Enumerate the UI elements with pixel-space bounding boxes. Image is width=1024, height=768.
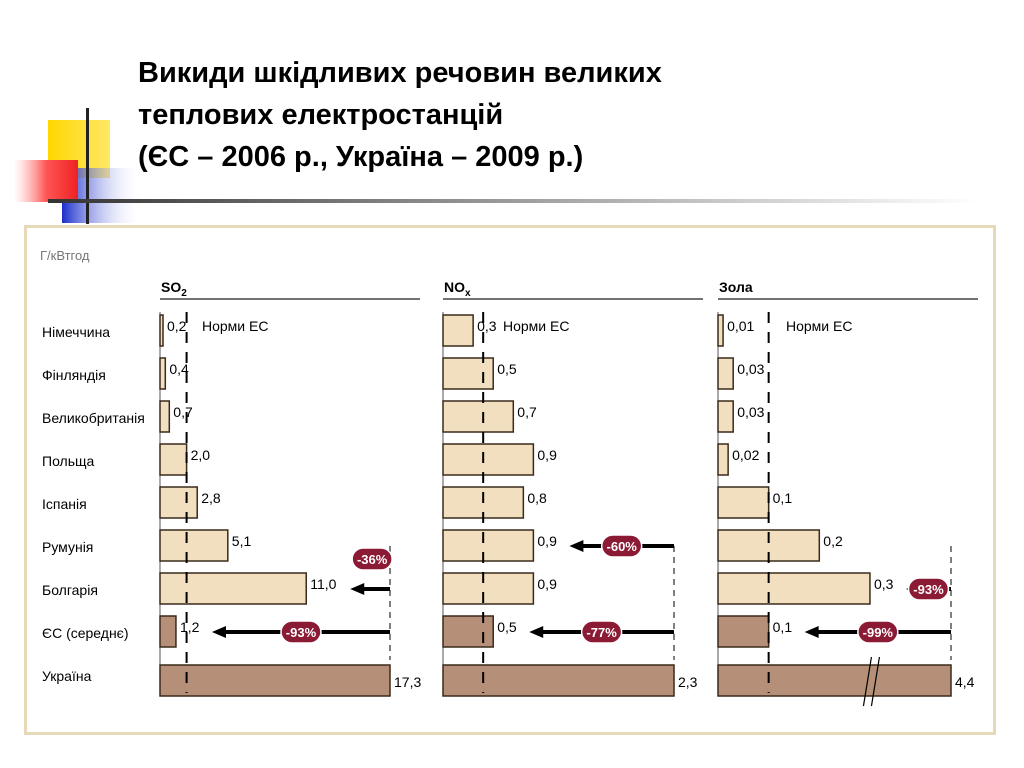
series-3-value-label: 0,03 (737, 404, 765, 420)
series-1-bar (160, 315, 163, 346)
series-2-reduction-arrowhead (529, 626, 543, 638)
series-1-bar (160, 444, 187, 475)
series-2-reduction-arrowhead (569, 540, 583, 552)
series-3-reduction-label: -99% (862, 625, 894, 640)
series-3-value-label: 0,1 (772, 490, 793, 506)
series-1-reduction-arrowhead (212, 626, 226, 638)
series-3-bar (718, 665, 951, 696)
slide-title-line-3: (ЄС – 2006 р., Україна – 2009 р.) (138, 141, 584, 173)
category-label: Великобританія (42, 410, 145, 426)
series-3-bar (718, 444, 728, 475)
series-1-value-label: 2,0 (190, 447, 211, 463)
series-2-bar (443, 616, 493, 647)
unit-label: Г/кВтгод (40, 248, 90, 263)
series-1-bar (160, 665, 390, 696)
series-3-header: Зола (719, 279, 753, 295)
series-1-eu-norm-label: Норми ЕС (202, 318, 269, 334)
series-2-bar (443, 315, 473, 346)
category-label: Румунія (42, 539, 94, 555)
category-label: Польща (42, 453, 95, 469)
series-1-value-label: 2,8 (201, 490, 221, 506)
series-1-value-label: 11,0 (310, 576, 337, 592)
series-3-value-label: 0,3 (873, 576, 894, 592)
series-2-bar (443, 665, 674, 696)
series-3-value-label: 0,03 (737, 361, 765, 377)
slide-title-line-1: Викиди шкідливих речовин великих (138, 57, 662, 89)
series-1-header: $SO_2$ (161, 279, 187, 299)
series-2-reduction-label: -77% (586, 625, 617, 640)
series-1-reduction-arrowhead (350, 583, 364, 595)
series-3-reduction-arrowhead (805, 626, 819, 638)
series-1-bar (160, 616, 176, 647)
series-1-bar (160, 573, 306, 604)
series-1-reduction-label: -36% (356, 552, 388, 567)
series-3-value-label: 0,01 (727, 318, 755, 334)
series-1-value-label: 1,2 (179, 619, 200, 635)
series-2-value-label: 0,5 (497, 619, 517, 635)
series-2-bar (443, 358, 493, 389)
series-1-bar (160, 401, 169, 432)
category-label: Іспанія (42, 496, 87, 512)
slide-title-line-2: теплових електростанцій (138, 99, 504, 131)
series-2-value-label: 0,9 (537, 447, 557, 463)
series-2-value-label: 0,9 (537, 576, 557, 592)
series-3-bar (718, 616, 769, 647)
series-2-value-label: 0,9 (537, 533, 557, 549)
series-2-bar (443, 530, 533, 561)
series-1-value-label: 0,2 (167, 318, 187, 334)
series-2-reduction-label: -60% (606, 539, 637, 554)
series-3-bar (718, 315, 723, 346)
series-2-bar (443, 401, 513, 432)
series-1-reduction-label: -93% (285, 625, 317, 640)
series-3-bar (718, 401, 733, 432)
series-2-value-label: 0,8 (527, 490, 547, 506)
category-label: Болгарія (42, 582, 98, 598)
series-2-eu-norm-label: Норми ЕС (503, 318, 570, 334)
series-2-bar (443, 444, 533, 475)
series-2-value-label: 2,3 (678, 674, 698, 690)
series-2-bar (443, 573, 533, 604)
series-2-value-label: 0,7 (517, 404, 537, 420)
series-3-eu-norm-label: Норми ЕС (786, 318, 853, 334)
series-3-bar (718, 358, 733, 389)
category-label: ЄС (середнє) (42, 625, 129, 641)
series-2-value-label: 0,5 (497, 361, 517, 377)
series-3-value-label: 0,2 (823, 533, 843, 549)
series-1-value-label: 0,7 (173, 404, 193, 420)
series-3-value-label: 0,1 (772, 619, 793, 635)
series-1-bar (160, 487, 197, 518)
series-3-bar (718, 487, 769, 518)
series-3-value-label: 4,4 (955, 674, 975, 690)
series-1-value-label: 17,3 (394, 674, 422, 690)
series-3-bar (718, 573, 870, 604)
series-1-value-label: 5,1 (231, 533, 252, 549)
category-label: Україна (42, 668, 92, 684)
series-2-header: $NO_x$ (444, 279, 471, 299)
category-label: Фінляндія (42, 367, 106, 383)
series-1-bar (160, 530, 228, 561)
series-2-value-label: 0,3 (477, 318, 497, 334)
series-3-reduction-label: -93% (913, 582, 944, 597)
series-1-value-label: 0,4 (169, 361, 189, 377)
series-1-bar (160, 358, 165, 389)
category-label: Німеччина (42, 324, 111, 340)
series-3-value-label: 0,02 (732, 447, 760, 463)
